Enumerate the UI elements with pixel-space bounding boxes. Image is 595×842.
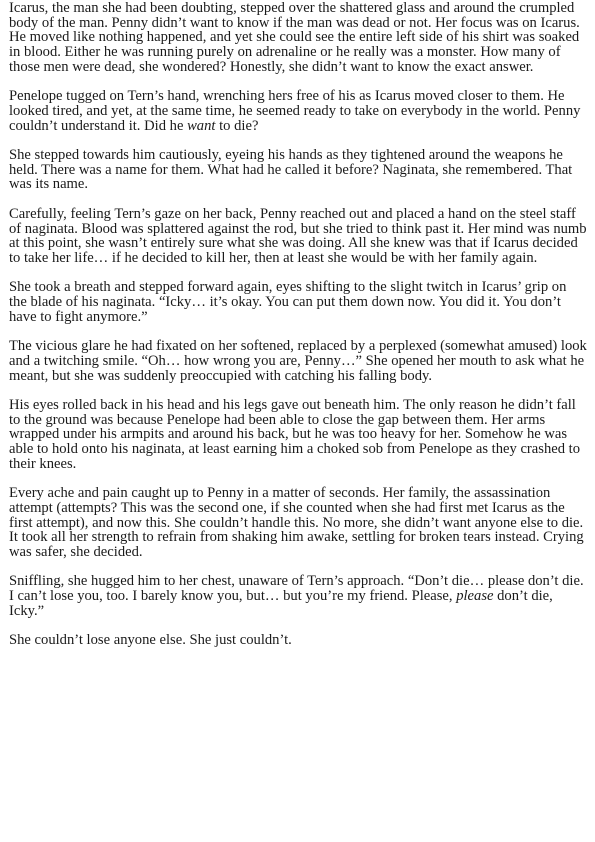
paragraph-5	[9, 280, 587, 324]
paragraph-7	[9, 398, 587, 472]
paragraph-text: to die?	[215, 117, 259, 134]
paragraph-3	[9, 148, 587, 192]
paragraph-text: Every ache and pain caught up to Penny in a matter of seconds. Her family, the assassination attempt (attempts? This was the second one, if she counted when she had first met Icarus as the first attempt), and now this. She couldn’t handle this. No more, she didn’t want anyone else to die. It took all her strength to refrain from shaking him awake, settling for broken tears instead. Crying was safer, she decided.	[9, 485, 584, 560]
paragraph-text: She took a breath and stepped forward again, eyes shifting to the slight twitch in Icarus’ grip on the blade of his naginata. “Icky… it’s okay. You can put them down now. You did it. You don’t have to fight anymore.”	[9, 279, 567, 325]
paragraph-8	[9, 486, 587, 560]
paragraph-text: She stepped towards him cautiously, eyeing his hands as they tightened around the weapons he held. There was a name for them. What had he called it before? Naginata, she remembered. That was its name.	[9, 147, 573, 193]
paragraph-text: Carefully, feeling Tern’s gaze on her back, Penny reached out and placed a hand on the steel staff of naginata. Blood was splattered against the rod, but she tried to think past it. Her mind was numb at this point, she wasn’t entirely sure what she was doing. All she knew was that if Icarus decided to take her life… if he decided to kill her, then at least she would be with her family again.	[9, 205, 587, 266]
paragraph-6	[9, 339, 587, 383]
paragraph-9	[9, 574, 587, 618]
emphasis-text: want	[187, 117, 216, 134]
paragraph-10	[9, 633, 587, 648]
document-page	[9, 1, 587, 662]
paragraph-text: The vicious glare he had fixated on her softened, replaced by a perplexed (somewhat amused) look and a twitching smile. “Oh… how wrong you are, Penny…” She opened her mouth to ask what he meant, but she was suddenly preoccupied with catching his falling body.	[9, 338, 587, 384]
paragraph-text: Sniffling, she hugged him to her chest, unaware of Tern’s approach. “Don’t die… please don’t die. I can’t lose you, too. I barely know you, but… but you’re my friend. Please,	[9, 573, 584, 604]
emphasis-text: please	[456, 588, 494, 604]
paragraph-text: Icarus, the man she had been doubting, stepped over the shattered glass and around the crumpled body of the man. Penny didn’t want to know if the man was dead or not. Her focus was on Icarus. He moved like nothing happened, and yet she could see the entire left side of his shirt was soaked in blood. Either he was running purely on adrenaline or he really was a monster. How many of those men were dead, she wondered? Honestly, she didn’t want to know the exact answer.	[9, 0, 580, 75]
paragraph-4	[9, 207, 587, 266]
paragraph-text: Penelope tugged on Tern’s hand, wrenching hers free of his as Icarus moved closer to them. He looked tired, and yet, at the same time, he seemed ready to take on everybody in the world. Penny couldn’t understand it. Did he	[9, 88, 581, 134]
paragraph-text: She couldn’t lose anyone else. She just couldn’t.	[9, 632, 292, 649]
paragraph-1	[9, 1, 587, 75]
paragraph-text: don’t die, Icky.”	[9, 588, 553, 619]
paragraph-text: His eyes rolled back in his head and his legs gave out beneath him. The only reason he didn’t fall to the ground was because Penelope had been able to close the gap between them. Her arms wrapped under his armpits and around his back, but he was too heavy for her. Somehow he was able to hold onto his naginata, at least earning him a choked sob from Penelope as they crashed to their knees.	[9, 396, 581, 472]
paragraph-2	[9, 89, 587, 133]
